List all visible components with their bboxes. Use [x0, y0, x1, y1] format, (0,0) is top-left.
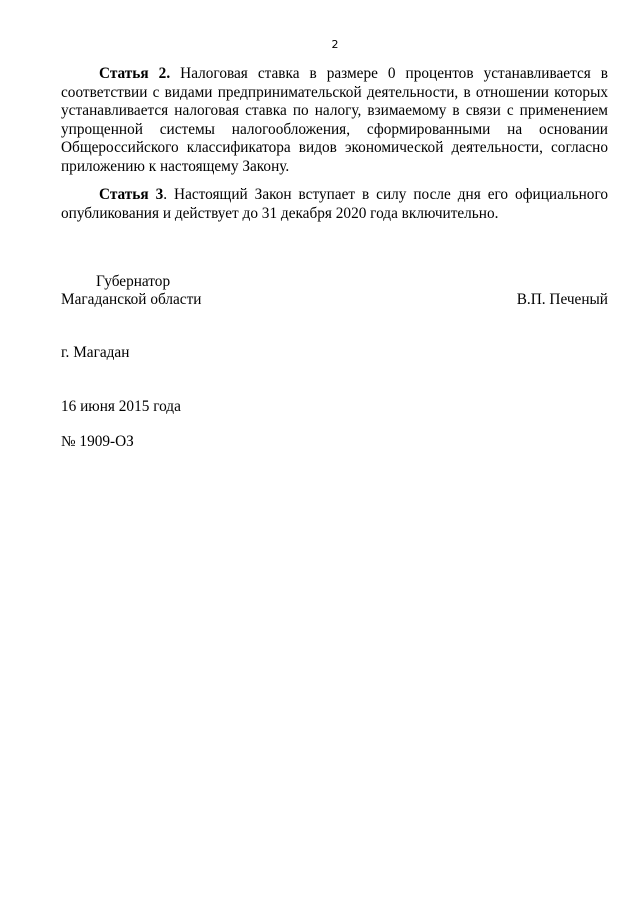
article-3-text: . Настоящий Закон вступает в силу после дня его официального опубликования и действует до 31 декабря 2020 года включительно.	[61, 186, 608, 222]
governor-region: Магаданской области	[61, 291, 202, 308]
governor-title: Губернатор	[96, 273, 171, 290]
article-2-label: Статья 2.	[99, 65, 171, 82]
signing-date: 16 июня 2015 года	[61, 398, 181, 415]
article-3	[61, 186, 608, 223]
article-2-text: Налоговая ставка в размере 0 процентов устанавливается в соответствии с видами предпринимательской деятельности, в отношении которых устанавливается налоговая ставка по налогу, взимаемому в связи с применением упрощенной системы налогообложения, сформированными на основании Общероссийского классификатора видов экономической деятельности, согласно приложению к настоящему Закону.	[61, 65, 609, 175]
article-3-label: Статья 3	[99, 186, 164, 203]
article-2	[61, 65, 608, 177]
city: г. Магадан	[61, 344, 130, 361]
page-number: 2	[331, 38, 339, 51]
law-number: № 1909-ОЗ	[61, 433, 134, 450]
governor-name: В.П. Печеный	[516, 291, 608, 308]
